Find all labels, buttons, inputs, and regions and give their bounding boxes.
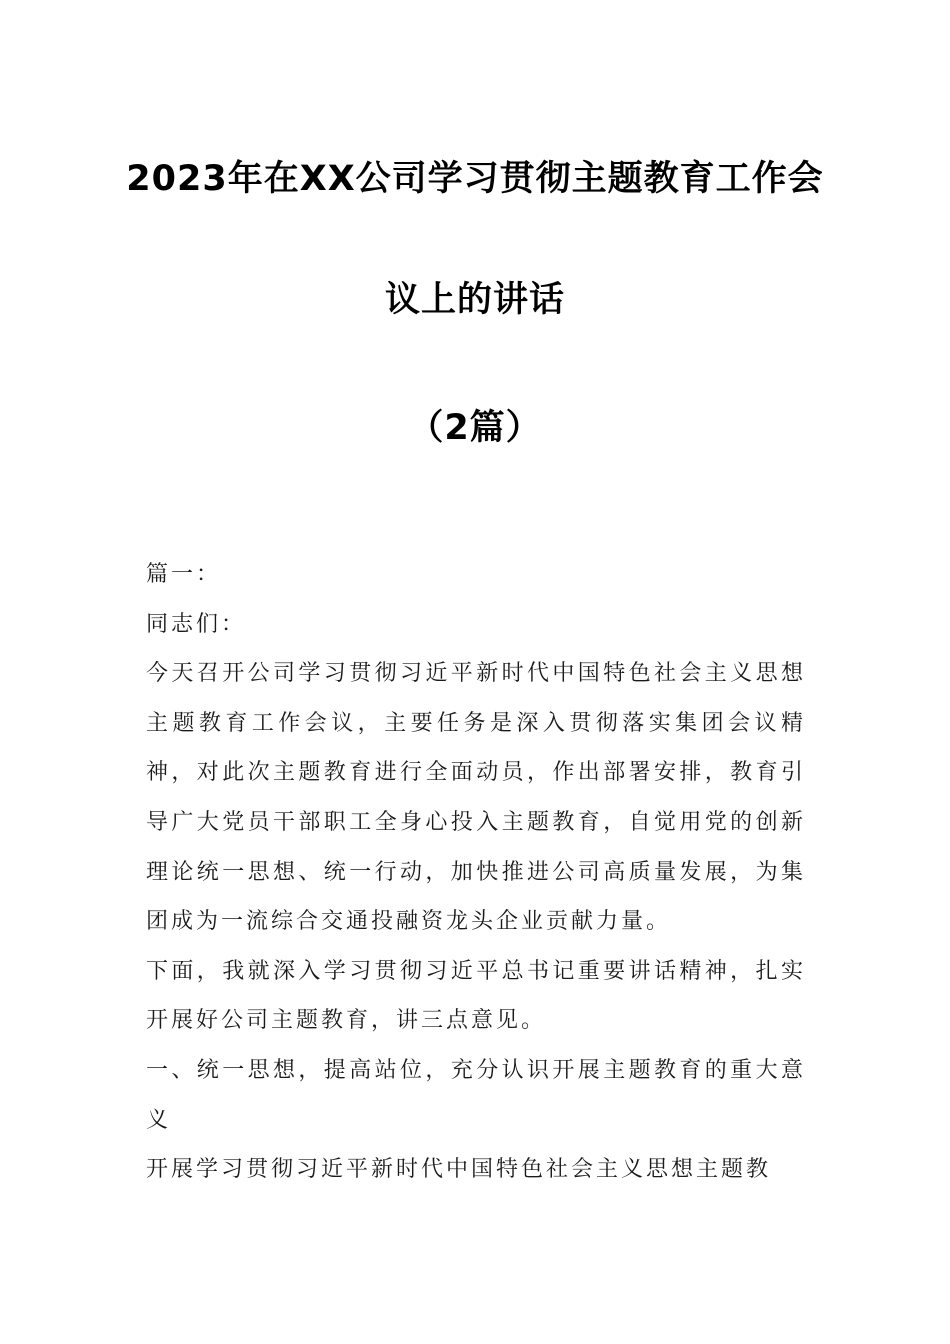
body-paragraph: 开展学习贯彻习近平新时代中国特色社会主义思想主题教 bbox=[146, 1157, 772, 1183]
salutation: 同志们： bbox=[146, 611, 247, 637]
section-label: 篇一： bbox=[146, 562, 222, 587]
section-heading: 一、统一思想，提高站位，充分认识开展主题教育的重大意义 bbox=[146, 1057, 806, 1133]
body-paragraph: 今天召开公司学习贯彻习近平新时代中国特色社会主义思想主题教育工作会议，主要任务是深入贯彻落实集团会议精神，对此次主题教育进行全面动员，作出部署安排，教育引导广大党员干部职工全身心投入主题教育，自觉用党的创新理论统一思想、统一行动，加快推进公司高质量发展，为集团成为一流综合交通投融资龙头企业贡献力量。 bbox=[146, 661, 806, 935]
document-title-line-1: 2023年在XX公司学习贯彻主题教育工作会 bbox=[126, 159, 824, 199]
document-title-line-2: 议上的讲话 bbox=[384, 280, 565, 320]
body-paragraph: 下面，我就深入学习贯彻习近平总书记重要讲话精神，扎实开展好公司主题教育，讲三点意见。 bbox=[146, 958, 806, 1034]
document-body bbox=[146, 550, 806, 1195]
document-subtitle-count: （2篇） bbox=[408, 408, 542, 448]
